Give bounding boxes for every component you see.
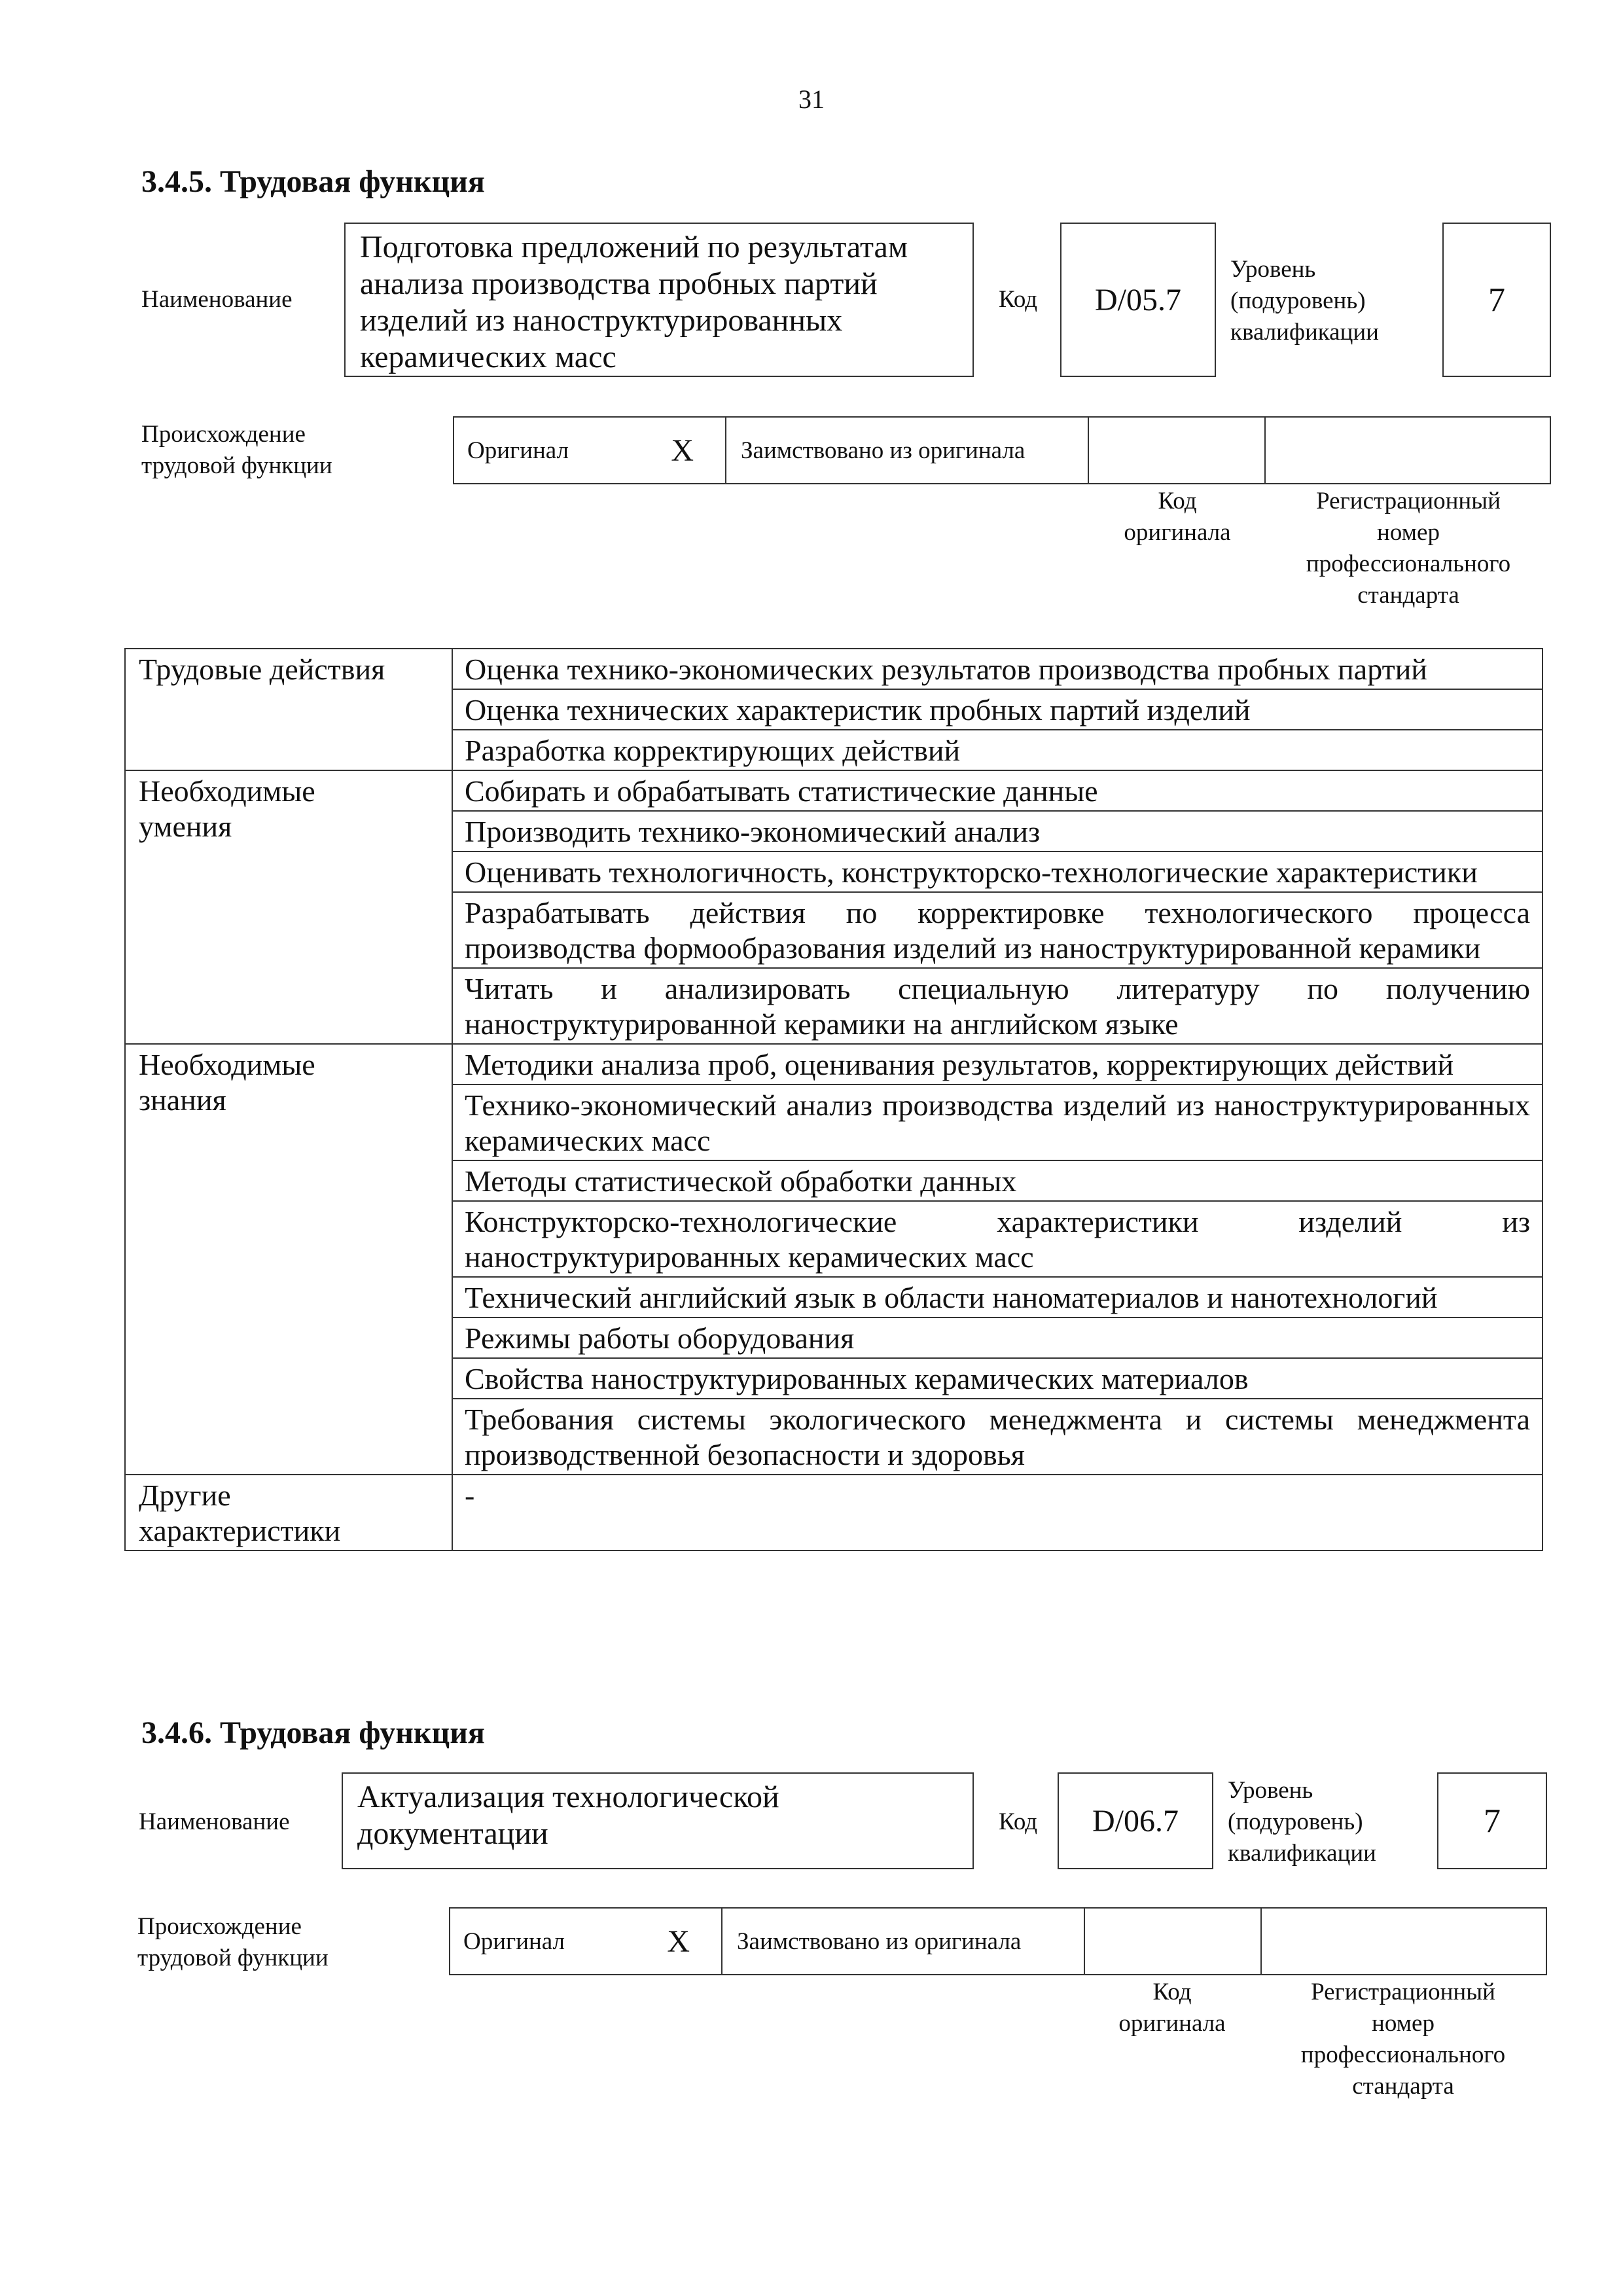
caption-line: оригинала: [1118, 2010, 1226, 2037]
function-name-box: Подготовка предложений по результатам анализа производства пробных партий изделий из наноструктурированных керамических масс: [344, 223, 974, 377]
code-label: Код: [999, 1808, 1038, 1835]
section-title: 3.4.6. Трудовая функция: [141, 1715, 485, 1750]
action-item: Оценка технических характеристик пробных партий изделий: [452, 689, 1543, 730]
skill-item: Оценивать технологичность, конструкторско-технологические характеристики: [452, 852, 1543, 892]
code-value: D/05.7: [1095, 282, 1181, 317]
origin-label: [137, 1911, 329, 1974]
table-row: [125, 1044, 1543, 1085]
knowledge-item: Свойства наноструктурированных керамических материалов: [452, 1358, 1543, 1399]
caption-line: стандарта: [1357, 582, 1459, 609]
knowledge-item: Режимы работы оборудования: [452, 1318, 1543, 1358]
section-title: 3.4.5. Трудовая функция: [141, 164, 485, 199]
other-label: [125, 1475, 452, 1551]
origin-code-cell: [1085, 1909, 1262, 1974]
code-value-box: [1060, 223, 1216, 377]
origin-borrowed: Заимствовано из оригинала: [741, 437, 1026, 464]
level-label-line: квалификации: [1230, 319, 1379, 346]
level-value: 7: [1488, 281, 1505, 319]
caption-line: Регистрационный: [1311, 1979, 1495, 2005]
level-value-box: [1437, 1772, 1547, 1869]
skill-item: Собирать и обрабатывать статистические данные: [452, 770, 1543, 811]
origin-reg-cell: [1262, 1909, 1546, 1974]
name-label: Наименование: [139, 1808, 290, 1835]
origin-label-line: Происхождение: [141, 421, 306, 448]
knowledge-label-line: Необходимые: [139, 1048, 315, 1081]
origin-label: [141, 419, 332, 482]
skill-item: Разрабатывать действия по корректировке технологического процесса производства формообразования изделий из наноструктурированной керамики: [452, 892, 1543, 968]
origin-code-cell: [1089, 418, 1266, 483]
origin-borrowed-cell: [722, 1909, 1085, 1974]
table-row: [125, 770, 1543, 811]
level-label-line: Уровень: [1228, 1777, 1313, 1804]
table-row: [125, 649, 1543, 689]
knowledge-item: Требования системы экологического менеджмента и системы менеджмента производственной безопасности и здоровья: [452, 1399, 1543, 1475]
level-label-line: Уровень: [1230, 256, 1316, 283]
function-name-box: Актуализация технологической документации: [342, 1772, 974, 1869]
caption-code-original: [1084, 1977, 1260, 2039]
caption-line: номер: [1377, 519, 1440, 546]
caption-reg-number: [1260, 1977, 1546, 2102]
code-label: Код: [999, 286, 1038, 313]
origin-borrowed-cell: [726, 418, 1089, 483]
action-item: Оценка технико-экономических результатов производства пробных партий: [452, 649, 1543, 689]
origin-original-cell: [454, 418, 726, 483]
knowledge-item: Технический английский язык в области наноматериалов и нанотехнологий: [452, 1277, 1543, 1318]
caption-line: стандарта: [1352, 2073, 1454, 2100]
origin-label-line: Происхождение: [137, 1913, 302, 1940]
knowledge-item: Технико-экономический анализ производства изделий из наноструктурированных керамических масс: [452, 1085, 1543, 1160]
knowledge-item: Методики анализа проб, оценивания результатов, корректирующих действий: [452, 1044, 1543, 1085]
origin-mark: X: [667, 1924, 690, 1959]
actions-label: Трудовые действия: [125, 649, 452, 770]
code-value: D/06.7: [1092, 1803, 1179, 1839]
caption-line: профессионального: [1306, 550, 1511, 577]
origin-reg-cell: [1266, 418, 1550, 483]
caption-reg-number: [1266, 486, 1551, 611]
level-label-line: (подуровень): [1228, 1808, 1363, 1835]
level-value: 7: [1484, 1802, 1501, 1840]
knowledge-label: [125, 1044, 452, 1475]
caption-line: профессионального: [1300, 2041, 1506, 2068]
other-label-line: Другие: [139, 1479, 231, 1512]
other-label-line: характеристики: [139, 1514, 341, 1547]
caption-code-original: [1089, 486, 1266, 548]
level-label-line: квалификации: [1228, 1840, 1376, 1867]
origin-borrowed: Заимствовано из оригинала: [737, 1928, 1022, 1955]
action-item: Разработка корректирующих действий: [452, 730, 1543, 770]
level-label-line: (подуровень): [1230, 287, 1366, 314]
origin-label-line: трудовой функции: [141, 452, 332, 479]
knowledge-item: Конструкторско-технологические характеристики изделий из наноструктурированных керамических масс: [452, 1201, 1543, 1277]
level-label: [1230, 254, 1379, 348]
caption-line: Регистрационный: [1316, 488, 1501, 514]
function-details-table: [124, 648, 1543, 1551]
other-value: -: [452, 1475, 1543, 1551]
origin-mark: X: [671, 433, 694, 468]
caption-line: оригинала: [1124, 519, 1231, 546]
level-value-box: [1442, 223, 1551, 377]
caption-line: Код: [1152, 1979, 1192, 2005]
caption-line: номер: [1372, 2010, 1435, 2037]
origin-original: Оригинал: [467, 437, 569, 464]
skills-label-line: Необходимые: [139, 774, 315, 808]
knowledge-label-line: знания: [139, 1083, 226, 1117]
origin-original-cell: [450, 1909, 722, 1974]
skills-label-line: умения: [139, 810, 232, 843]
skill-item: Производить технико-экономический анализ: [452, 811, 1543, 852]
origin-row: [453, 416, 1551, 484]
page-number: 31: [798, 84, 825, 114]
skills-label: [125, 770, 452, 1044]
table-row: [125, 1475, 1543, 1551]
origin-original: Оригинал: [463, 1928, 565, 1955]
name-label: Наименование: [141, 286, 293, 313]
origin-row: [449, 1907, 1547, 1975]
knowledge-item: Методы статистической обработки данных: [452, 1160, 1543, 1201]
code-value-box: [1058, 1772, 1213, 1869]
caption-line: Код: [1158, 488, 1197, 514]
skill-item: Читать и анализировать специальную литературу по получению наноструктурированной керамики на английском языке: [452, 968, 1543, 1044]
level-label: [1228, 1775, 1376, 1869]
origin-label-line: трудовой функции: [137, 1945, 329, 1971]
